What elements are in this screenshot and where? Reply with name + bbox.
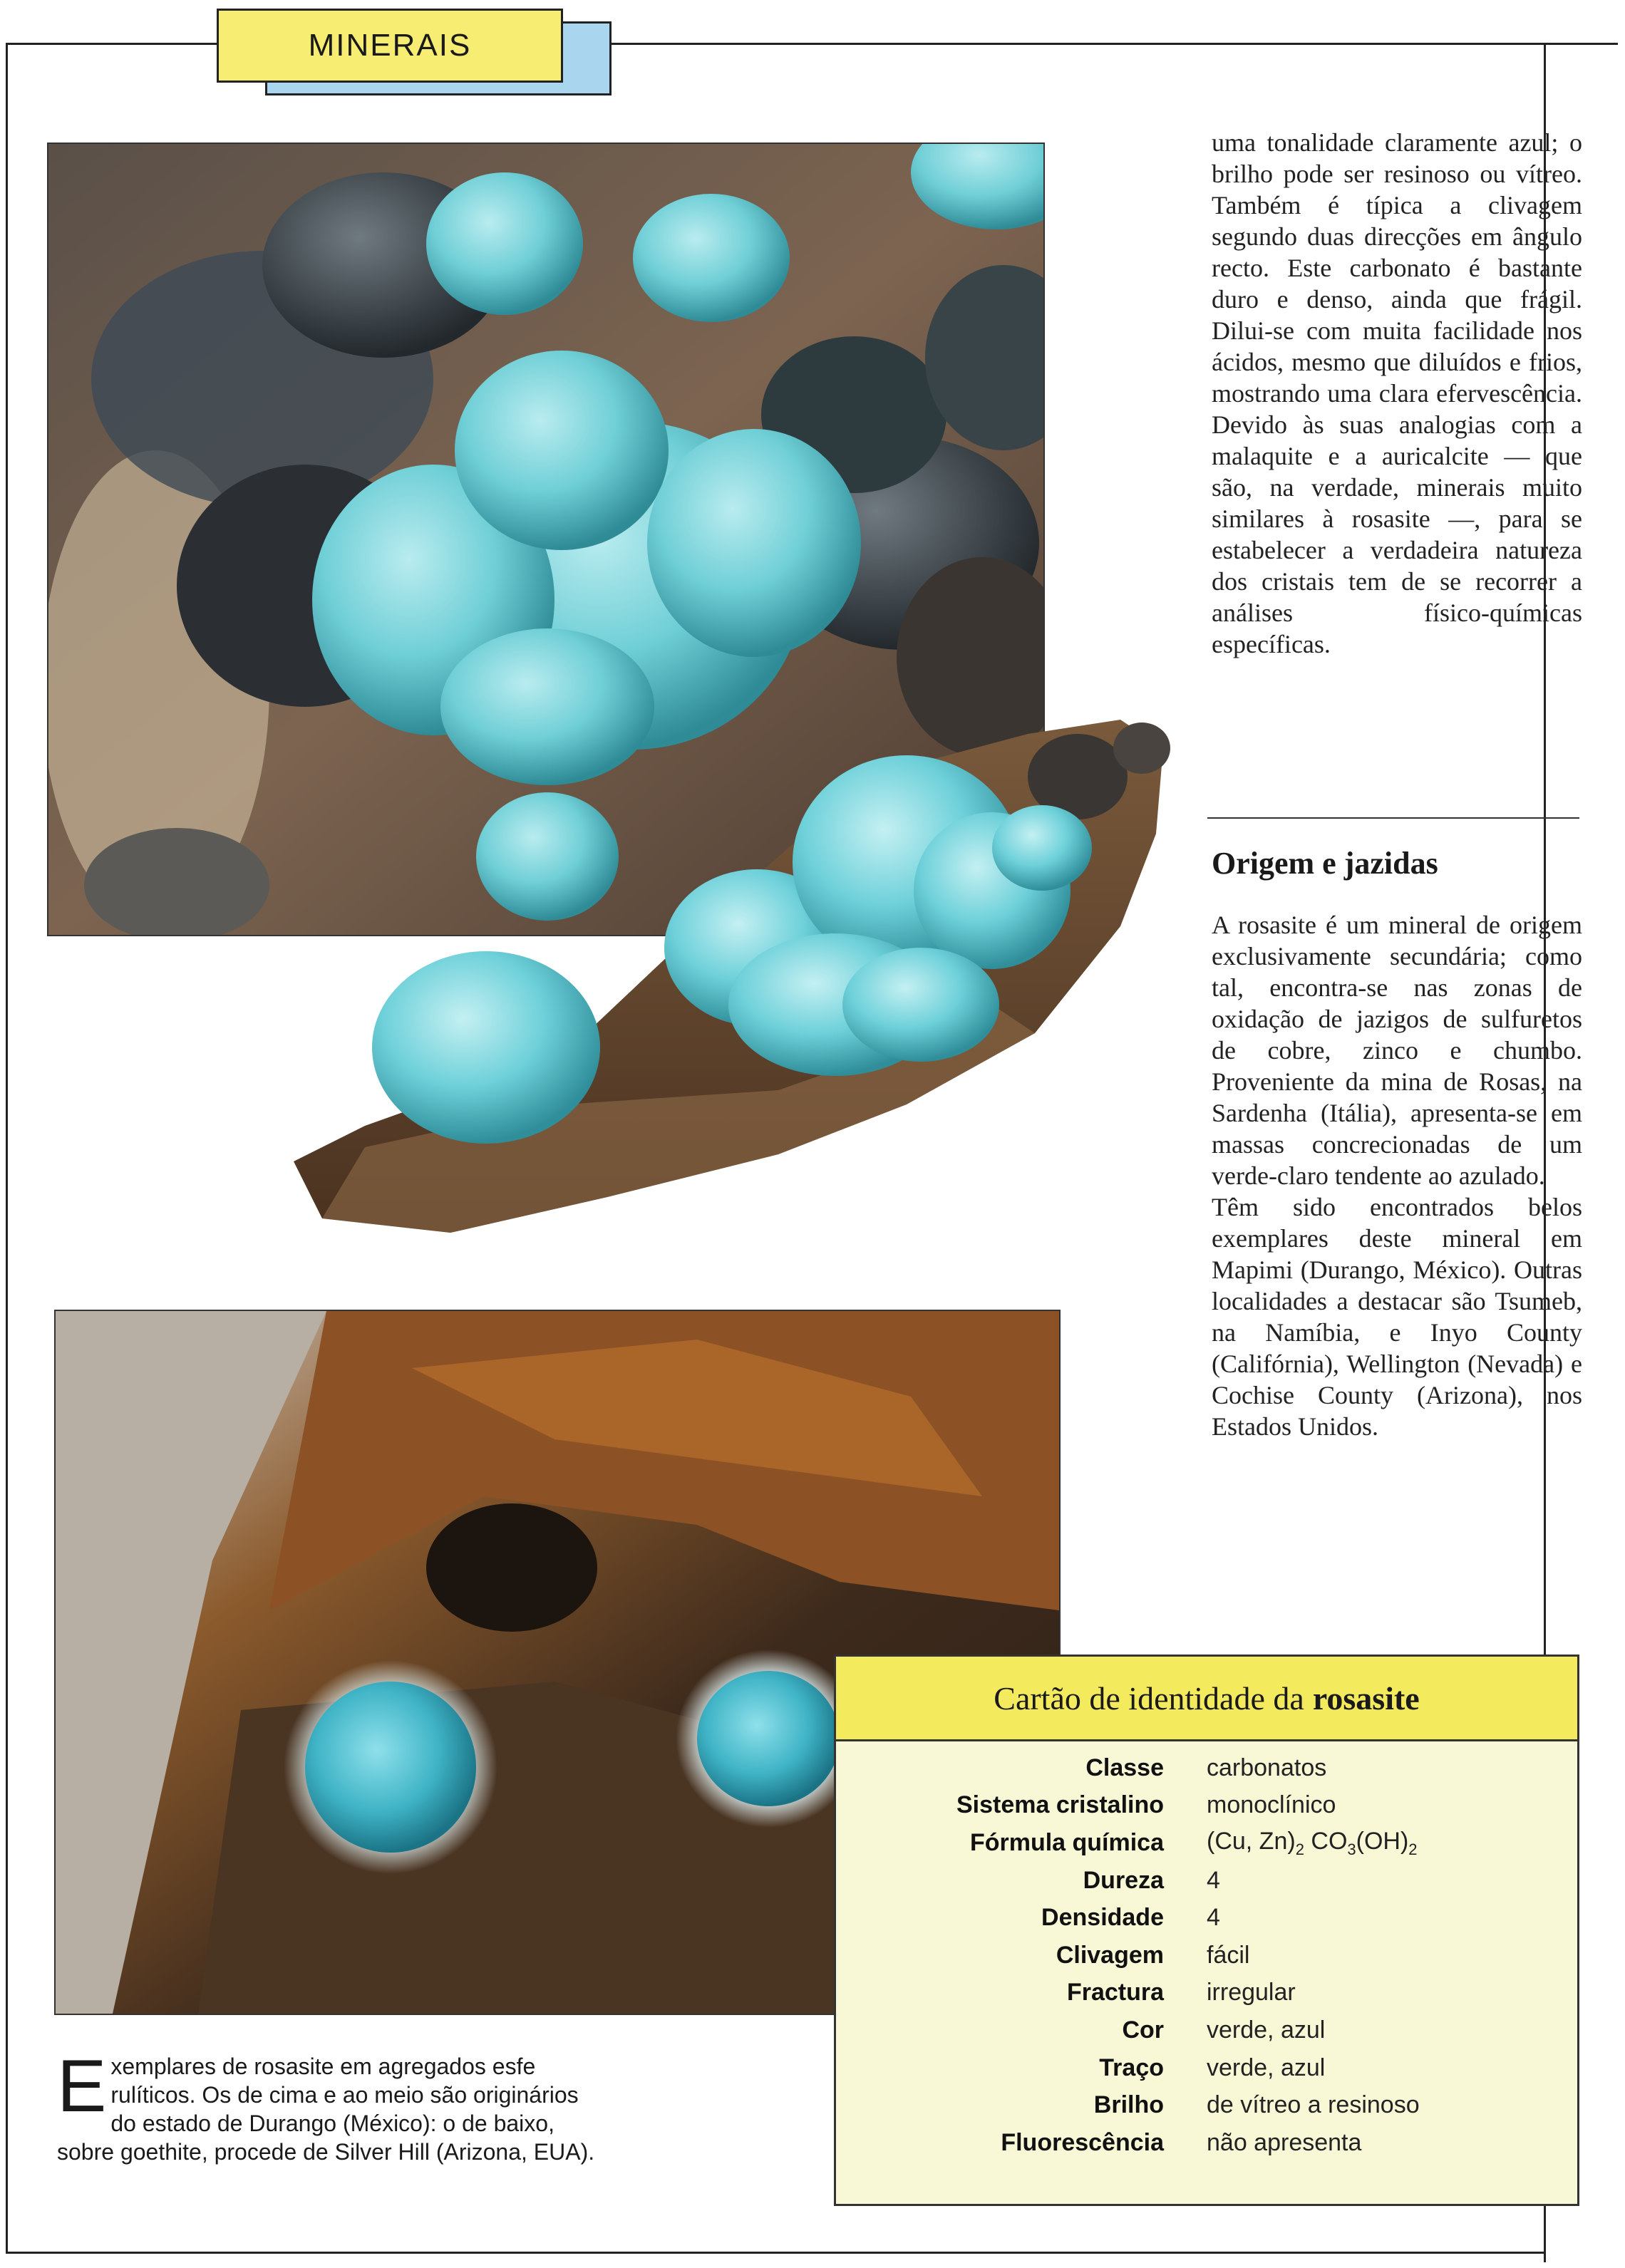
caption-text: xemplares de rosasite em agregados esfe rulíticos. Os de cima e ao meio são originários do estado de Durango (México): o de baixo, sobre goethite, procede de Silver Hill (Arizona, EUA). xyxy=(57,2054,595,2165)
identity-row-value: verde, azul xyxy=(1207,2054,1326,2081)
identity-card-title xyxy=(836,1657,1577,1741)
identity-card xyxy=(834,1655,1579,2206)
identity-row-label: Sistema cristalino xyxy=(956,1791,1164,1819)
identity-row-label: Cor xyxy=(1122,2016,1164,2044)
identity-row xyxy=(836,1749,1577,1787)
identity-row-value: fácil xyxy=(1207,1941,1250,1969)
identity-row-label: Clivagem xyxy=(1056,1941,1164,1969)
identity-row-value: monoclínico xyxy=(1207,1791,1336,1819)
identity-row-value: de vítreo a resinoso xyxy=(1207,2091,1420,2119)
identity-row-value: verde, azul xyxy=(1207,2016,1326,2044)
identity-row-label: Classe xyxy=(1085,1754,1164,1781)
identity-row-value: carbonatos xyxy=(1207,1754,1327,1781)
identity-row-label: Brilho xyxy=(1093,2091,1164,2119)
identity-row-value: 4 xyxy=(1207,1904,1220,1932)
identity-row xyxy=(836,2124,1577,2162)
section-divider xyxy=(1207,817,1579,819)
identity-row xyxy=(836,1974,1577,2012)
identity-row xyxy=(836,1899,1577,1937)
identity-row-value-formula: (Cu, $Zn)_2$ $CO_3(OH)_2$ xyxy=(1207,1827,1418,1858)
identity-row-label: Densidade xyxy=(1041,1904,1164,1932)
identity-card-table xyxy=(836,1749,1577,2162)
identity-row-label: Fluorescência xyxy=(1001,2128,1164,2156)
body-column-bottom xyxy=(1212,909,1582,1442)
identity-card-title-mineral: rosasite xyxy=(1312,1679,1420,1716)
identity-row xyxy=(836,2049,1577,2087)
identity-row-label: Fórmula química xyxy=(969,1828,1164,1856)
identity-row-label: Dureza xyxy=(1083,1866,1164,1894)
body-column-top xyxy=(1212,127,1582,660)
identity-row-value: irregular xyxy=(1207,1979,1296,2006)
page-frame-left xyxy=(6,43,8,2253)
identity-row xyxy=(836,2086,1577,2124)
identity-row-value: 4 xyxy=(1207,1866,1220,1894)
identity-row xyxy=(836,2011,1577,2049)
identity-row-label: Traço xyxy=(1099,2054,1164,2081)
section-heading: Origem e jazidas xyxy=(1212,846,1438,881)
identity-row xyxy=(836,1937,1577,1974)
body-paragraph-3: Têm sido encontrados belos exemplares deste mineral em Mapimi (Durango, México). Outras localidades a destacar são Tsumeb, na Namíbia, e Inyo County (Califórnia), Wellington (Nevada) e Cochise County (Arizona), nos Estados Unidos. xyxy=(1212,1193,1582,1441)
caption-dropcap: E xyxy=(57,2045,107,2128)
mineral-photo-cutout xyxy=(279,705,1177,1247)
photo-caption xyxy=(57,2045,599,2166)
body-paragraph-1: uma tonalidade claramente azul; o brilho pode ser resinoso ou vítreo. Também é típica a clivagem segundo duas direcções em ângulo recto. Este carbonato é bastante duro e denso, ainda que frágil. Dilui-se com muita facilidade nos ácidos, mesmo que diluídos e frios, mostrando uma clara efervescência. Devido às suas analogias com a malaquite e a auricalcite — que são, na verdade, minerais muito similares à rosasite —, para se estabelecer a verdadeira natureza dos cristais tem de se recorrer a análises físico-químicas específicas. xyxy=(1212,128,1582,658)
identity-row-value: não apresenta xyxy=(1207,2128,1362,2156)
section-tab-label: MINERAIS xyxy=(308,28,472,63)
identity-card-title-prefix: Cartão de identidade da xyxy=(994,1679,1304,1716)
identity-row-label: Fractura xyxy=(1066,1979,1164,2006)
body-paragraph-2: A rosasite é um mineral de origem exclusivamente secundária; como tal, encontra-se nas zonas de oxidação de jazigos de sulfuretos de cobre, zinco e chumbo. Proveniente da mina de Rosas, na Sardenha (Itália), apresenta-se em massas concrecionadas de um verde-claro tendente ao azulado. xyxy=(1212,911,1582,1190)
identity-row xyxy=(836,1787,1577,1825)
section-tab xyxy=(217,9,563,83)
identity-row xyxy=(836,1824,1577,1862)
page-frame-bottom xyxy=(6,2252,1546,2254)
identity-row xyxy=(836,1862,1577,1900)
